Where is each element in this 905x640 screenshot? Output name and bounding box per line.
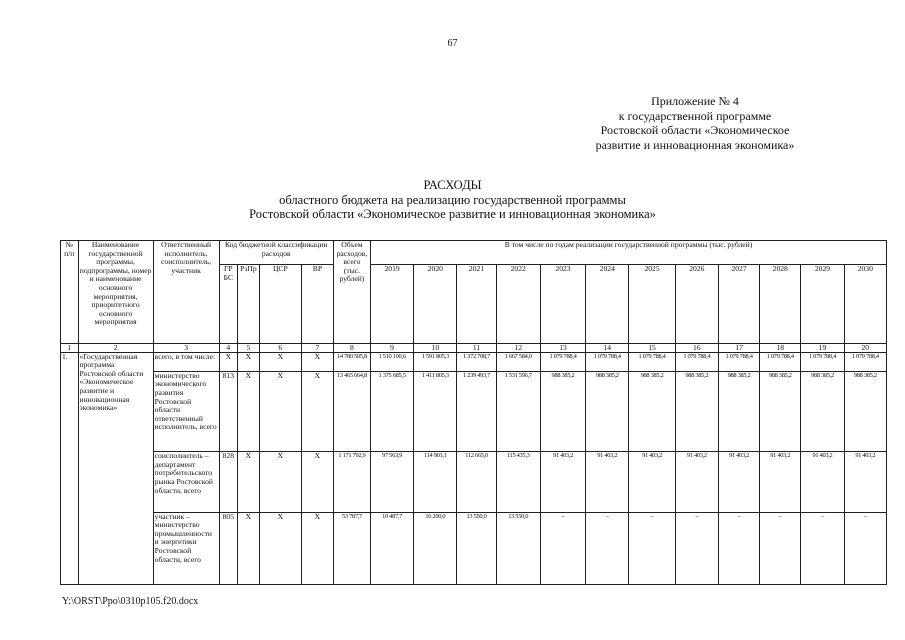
page-number: 67 (447, 38, 458, 49)
total-cell: 13 465 664,8 (333, 371, 370, 451)
responsible-cell: всего, в том числе: (153, 352, 219, 371)
header-year: 2024 (586, 265, 629, 343)
year-value: 1 372 708,7 (457, 352, 496, 371)
appendix-line: к государственной программе (618, 108, 772, 123)
header-year: 2027 (718, 265, 759, 343)
column-number: 20 (844, 343, 886, 352)
column-number: 5 (238, 343, 260, 352)
column-number: 3 (153, 343, 219, 352)
csr-cell: X (259, 352, 301, 371)
rzpr-cell: X (238, 452, 260, 512)
year-value: 988 385,2 (718, 371, 759, 451)
year-value: 988 385,2 (760, 371, 801, 451)
year-value: – (629, 512, 675, 584)
column-number: 13 (540, 343, 585, 352)
year-value: 1 411 805,3 (414, 371, 457, 451)
year-value: 91 403,2 (675, 452, 718, 512)
header-year: 2020 (414, 265, 457, 343)
column-number: 15 (629, 343, 675, 352)
year-value: 988 385,2 (801, 371, 844, 451)
year-value: 988 385,2 (629, 371, 675, 451)
year-value: – (760, 512, 801, 584)
header-year: 2026 (675, 265, 718, 343)
title-line: Ростовской области «Экономическое развитие и инновационная экономика» (249, 207, 656, 221)
year-value: 91 403,2 (718, 452, 759, 512)
vr-cell: X (301, 352, 333, 371)
budget-table (60, 240, 887, 585)
column-number-row (61, 343, 887, 352)
year-value: 1 079 788,4 (844, 352, 886, 371)
column-number: 16 (675, 343, 718, 352)
year-value: – (540, 512, 585, 584)
header-num: № п/п (61, 241, 79, 344)
year-value: 1 531 596,7 (496, 371, 540, 451)
column-number: 1 (61, 343, 79, 352)
total-cell: 1 171 792,9 (333, 452, 370, 512)
header-csr: ЦСР (259, 265, 301, 343)
year-value: 16 200,0 (414, 512, 457, 584)
column-number: 10 (414, 343, 457, 352)
title-line: областного бюджета на реализацию государственной программы (279, 192, 626, 207)
year-value: 91 403,2 (629, 452, 675, 512)
total-cell: 53 787,7 (333, 512, 370, 584)
year-value: 1 510 100,6 (370, 352, 413, 371)
year-value: 1 375 685,5 (370, 371, 413, 451)
year-value: 114 903,1 (414, 452, 457, 512)
grbs-cell: 805 (219, 512, 238, 584)
csr-cell: X (259, 371, 301, 451)
header-year: 2019 (370, 265, 413, 343)
total-cell: 14 780 505,8 (333, 352, 370, 371)
year-value: 988 385,2 (540, 371, 585, 451)
year-value: 1 591 805,3 (414, 352, 457, 371)
year-value: 10 487,7 (370, 512, 413, 584)
column-number: 4 (219, 343, 238, 352)
year-value: 91 403,2 (540, 452, 585, 512)
header-code-group: Код бюджетной классификации расходов (219, 241, 333, 265)
csr-cell: X (259, 512, 301, 584)
year-value: 97 563,9 (370, 452, 413, 512)
column-number: 9 (370, 343, 413, 352)
year-value: – (586, 512, 629, 584)
year-value: – (675, 512, 718, 584)
appendix-line: Ростовской области «Экономическое (600, 123, 790, 137)
grbs-cell: 813 (219, 371, 238, 451)
appendix-line: развитие и инновационная экономика» (595, 137, 795, 152)
year-value: – (801, 512, 844, 584)
year-value: 13 550,0 (457, 512, 496, 584)
header-rzpr: РзПр (238, 265, 260, 343)
appendix-line: Приложение № 4 (651, 94, 739, 108)
year-value: 1 079 788,4 (801, 352, 844, 371)
header-grbs: ГР БС (219, 265, 238, 343)
header-vr: ВР (301, 265, 333, 343)
header-years-group: В том числе по годам реализации государственной программы (тыс. рублей) (370, 241, 886, 265)
year-value: 988 385,2 (586, 371, 629, 451)
vr-cell: X (301, 512, 333, 584)
year-value: 91 403,2 (586, 452, 629, 512)
title-line: РАСХОДЫ (423, 178, 482, 192)
header-year: 2023 (540, 265, 585, 343)
header-year: 2022 (496, 265, 540, 343)
program-name: «Государственная программа Ростовской области «Экономическое развитие и инновационная экономика» (78, 352, 153, 584)
year-value: – (718, 512, 759, 584)
year-value: 91 403,2 (760, 452, 801, 512)
year-value: 1 079 788,4 (540, 352, 585, 371)
program-number: 1. (61, 352, 79, 584)
vr-cell: X (301, 452, 333, 512)
column-number: 8 (333, 343, 370, 352)
column-number: 7 (301, 343, 333, 352)
column-number: 2 (78, 343, 153, 352)
csr-cell: X (259, 452, 301, 512)
rzpr-cell: X (238, 371, 260, 451)
header-year: 2030 (844, 265, 886, 343)
table-row (61, 512, 887, 584)
header-volume: Объем расходов, всего (тыс. рублей) (333, 241, 370, 344)
rzpr-cell: X (238, 512, 260, 584)
header-name: Наименование государственной программы, подпрограммы, номер и наименование основного мероприятия, приоритетного основного мероприятия (78, 241, 153, 344)
vr-cell: X (301, 371, 333, 451)
header-row (61, 241, 887, 265)
grbs-cell: X (219, 352, 238, 371)
appendix-heading (545, 94, 845, 152)
year-value: 91 403,2 (844, 452, 886, 512)
responsible-cell: соисполнитель – департамент потребительского рынка Ростовской области, всего (153, 452, 219, 512)
year-value: – (844, 512, 886, 584)
year-value: 115 435,3 (496, 452, 540, 512)
year-value: 1 079 788,4 (760, 352, 801, 371)
year-value: 112 665,0 (457, 452, 496, 512)
column-number: 12 (496, 343, 540, 352)
header-year: 2029 (801, 265, 844, 343)
table-row (61, 452, 887, 512)
year-value: 988 385,2 (844, 371, 886, 451)
year-value: 13 550,0 (496, 512, 540, 584)
year-value: 1 667 584,0 (496, 352, 540, 371)
file-path-footer: Y:\ORST\Ppo\0310p105.f20.docx (62, 596, 199, 607)
year-value: 1 079 788,4 (718, 352, 759, 371)
responsible-cell: министерство экономического развития Ростовской области ответственный исполнитель, всего (153, 371, 219, 451)
column-number: 18 (760, 343, 801, 352)
year-value: 91 403,2 (801, 452, 844, 512)
header-year: 2021 (457, 265, 496, 343)
rzpr-cell: X (238, 352, 260, 371)
column-number: 17 (718, 343, 759, 352)
column-number: 6 (259, 343, 301, 352)
column-number: 19 (801, 343, 844, 352)
year-value: 988 385,2 (675, 371, 718, 451)
column-number: 11 (457, 343, 496, 352)
grbs-cell: 828 (219, 452, 238, 512)
header-year: 2028 (760, 265, 801, 343)
column-number: 14 (586, 343, 629, 352)
header-responsible: Ответственный исполнитель, соисполнитель, участник (153, 241, 219, 344)
header-year: 2025 (629, 265, 675, 343)
year-value: 1 079 788,4 (629, 352, 675, 371)
year-value: 1 079 788,4 (675, 352, 718, 371)
table-row (61, 371, 887, 451)
document-title (0, 178, 905, 222)
year-value: 1 239 493,7 (457, 371, 496, 451)
year-value: 1 079 788,4 (586, 352, 629, 371)
responsible-cell: участник – министерство промышленности и энергетики Ростовской области, всего (153, 512, 219, 584)
table-row (61, 352, 887, 371)
